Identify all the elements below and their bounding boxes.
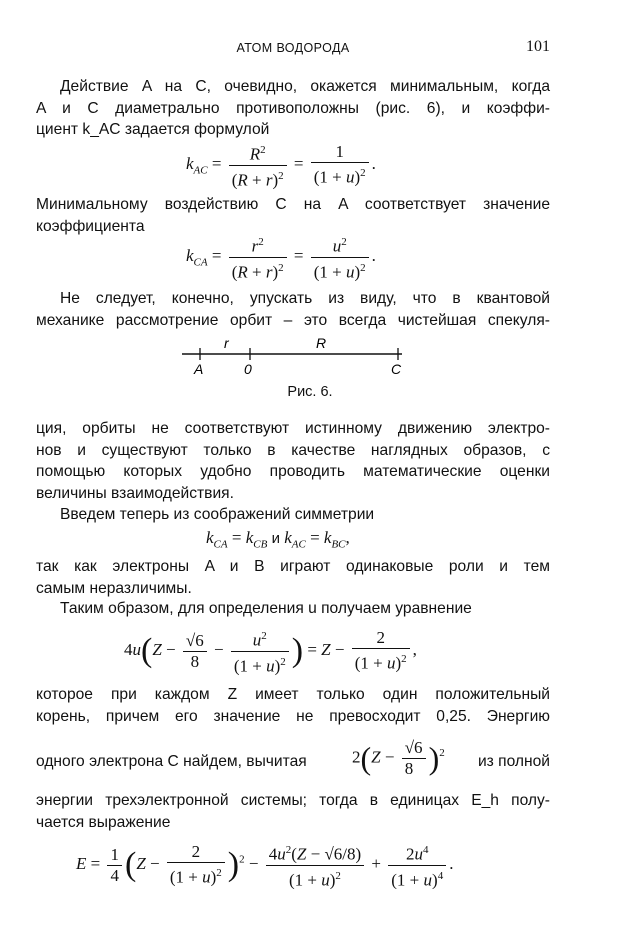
text-line: ция, орбиты не соответствуют истинному движению электро- [36,420,550,437]
formula-k-ac: $k_{AC}$ = $\frac{R^2}{(R + r)^2}$ = $\frac{1}{(1 + u)^2}$ . [186,140,376,190]
paragraph-9 [36,738,550,788]
text-before: одного электрона C найдем, вычитая [36,753,307,770]
formula-equation-u: 4u(Z − $\frac{√6}{8}$ − $\frac{u^2}{(1 + u)^2}$ ) = Z − $\frac{2}{(1 + u)^2}$ , [124,626,417,676]
point-c: C [391,361,402,377]
paragraph-1 [36,76,550,141]
inline-formula-electron-energy: 2(Z − $\frac{√6}{8}$ )$^2$ [352,738,445,778]
text-line: циент k_AC задается формулой [36,121,270,138]
point-a: A [194,361,204,377]
text-line: Минимальному воздействию C на A соответствует значение [36,196,550,213]
paragraph-2 [36,194,550,237]
text-line: величины взаимодействия. [36,484,234,502]
text-line: энергии трехэлектронной системы; тогда в единицах E_h полу- [36,792,550,809]
paragraph-7 [36,598,550,620]
paragraph-4 [36,418,550,504]
label-r: r [224,335,229,351]
text-after: из полной [477,753,550,770]
paragraph-8 [36,684,550,727]
figure-caption: Рис. 6. [287,384,333,400]
text-line: так как электроны A и B играют одинаковые роли и тем [36,558,550,575]
page-header [36,38,550,58]
running-title: АТОМ ВОДОРОДА [236,41,350,55]
text-line: самым неразличимы. [36,579,192,597]
text-line: помощью которых удобно проводить математические оценки [36,463,550,480]
text-line: A и C диаметрально противоположны (рис. 6), и коэффи- [36,99,550,117]
text-line: нов и существуют только в качестве наглядных образов, с [36,441,550,459]
text-line: Действие A на C, очевидно, окажется минимальным, когда [60,78,550,95]
text-line: Не следует, конечно, упускать из виду, что в квантовой [60,290,550,307]
formula-k-ca: $k_{CA}$ = $\frac{r^2}{(R + r)^2}$ = $\frac{u^2}{(1 + u)^2}$ . [186,232,376,282]
formula-energy: E = $\frac{1}{4}$ (Z − $\frac{2}{(1 + u)^2}$ )$^2$ − $\frac{4u^2(Z - √6/8)}{(1 + u)^2}$ + $\frac{2u^4}{(1 + u)^4}$ . [76,840,453,890]
paragraph-3 [36,288,550,331]
text-line: которое при каждом Z имеет только один положительный [36,686,550,703]
text-line: корень, причем его значение не превосходит 0,25. Энергию [36,707,550,725]
page-number: 101 [526,38,550,55]
text-line: Таким образом, для определения u получаем уравнение [60,600,472,617]
paragraph-6 [36,556,550,599]
label-big-r: R [316,335,327,351]
paragraph-10 [36,790,550,833]
point-o: 0 [244,361,252,377]
formula-symmetry: $k_{CA} = k_{CB}$ и $k_{AC} = k_{BC}$, [206,528,350,551]
text-line: механике рассмотрение орбит – это всегда чистейшая спекуля- [36,311,550,329]
figure-6-diagram [180,334,410,384]
text-line: чается выражение [36,813,171,831]
text-line: Введем теперь из соображений симметрии [60,506,375,523]
text-line: коэффициента [36,217,145,235]
paragraph-5 [36,504,550,526]
